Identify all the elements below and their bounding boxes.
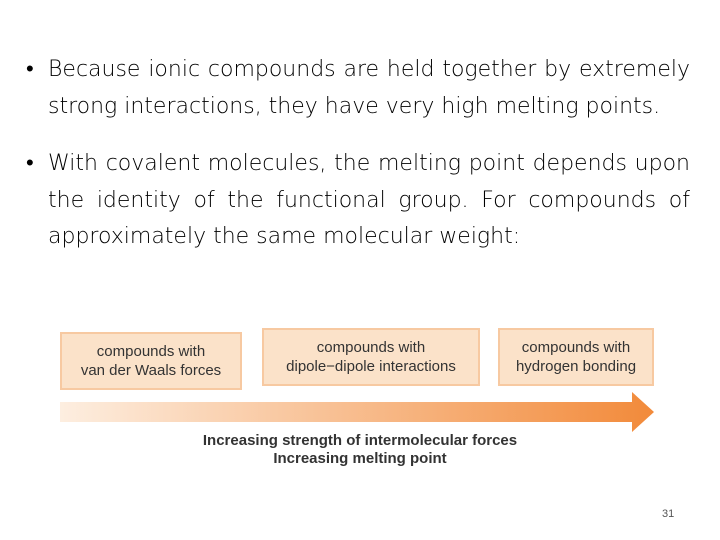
intermolecular-forces-figure bbox=[60, 328, 660, 473]
box-line-1: compounds with bbox=[316, 339, 426, 356]
bullet-text: Because ionic compounds are held together by extremely strong interactions, they have very high melting points. bbox=[48, 57, 690, 119]
box-line-1: compounds with bbox=[521, 339, 631, 356]
caption-melting-point: Increasing melting point bbox=[273, 450, 447, 467]
box-dipole-dipole bbox=[262, 328, 480, 386]
bullet-text: With covalent molecules, the melting point depends upon the identity of the functional group. For compounds of approximately the same molecular weight: bbox=[48, 151, 690, 249]
caption-forces: Increasing strength of intermolecular forces bbox=[202, 432, 518, 449]
box-line-2: van der Waals forces bbox=[80, 362, 222, 379]
box-hydrogen-bonding bbox=[498, 328, 654, 386]
increasing-arrow-icon bbox=[60, 390, 660, 434]
slide-body bbox=[26, 52, 690, 256]
box-line-1: compounds with bbox=[96, 343, 206, 360]
box-van-der-waals bbox=[60, 332, 242, 390]
bullet-ionic-compounds bbox=[26, 52, 690, 125]
box-line-2: hydrogen bonding bbox=[515, 358, 637, 375]
bullet-marker: • bbox=[26, 151, 34, 176]
bullet-marker: • bbox=[26, 57, 34, 82]
page-number: 31 bbox=[662, 508, 675, 520]
box-line-2: dipole−dipole interactions bbox=[286, 358, 456, 375]
figure-caption bbox=[60, 432, 660, 468]
bullet-covalent-molecules bbox=[26, 146, 690, 256]
